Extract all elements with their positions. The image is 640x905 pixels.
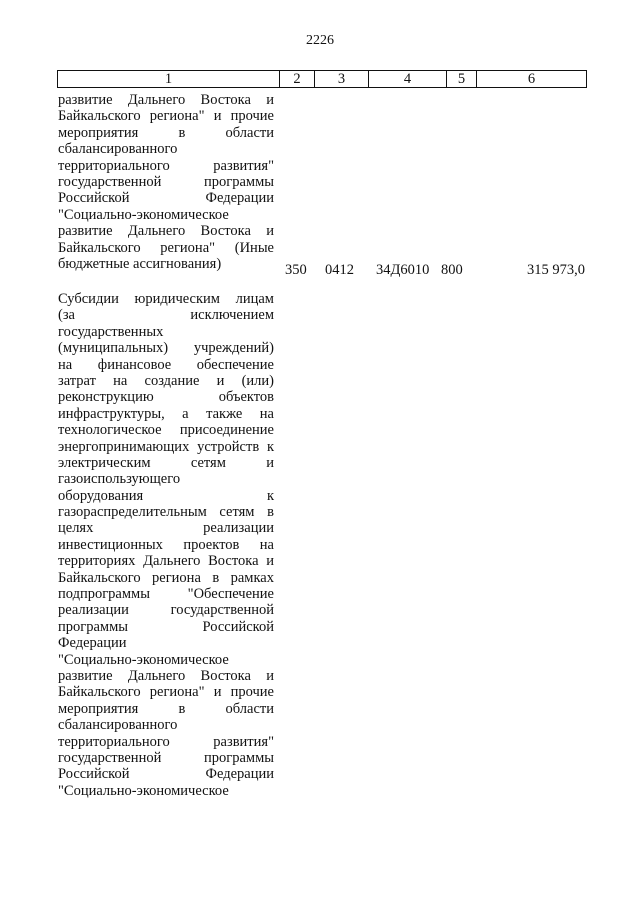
description-line: мероприятия в области	[58, 124, 274, 141]
description-line: инфраструктуры, а также на	[58, 405, 274, 422]
description-line: развитие Дальнего Востока и	[58, 223, 274, 240]
description-line: государственной программы	[58, 173, 274, 190]
header-col-1: 1	[58, 71, 280, 87]
header-col-4: 4	[369, 71, 447, 87]
description-line: территориального развития"	[58, 733, 274, 750]
table-header-row	[57, 70, 587, 88]
description-line: оборудования к	[58, 487, 274, 504]
page-number: 2226	[306, 33, 334, 48]
description-line: затрат на создание и (или)	[58, 372, 274, 389]
description-line: государственных	[58, 323, 164, 340]
description-line: мероприятия в области	[58, 700, 274, 717]
description-line: государственной программы	[58, 749, 274, 766]
header-col-6: 6	[527, 71, 536, 87]
description-line: газораспределительным сетям в	[58, 504, 274, 521]
row-1-description	[58, 92, 274, 272]
description-line: сбалансированного	[58, 141, 178, 158]
row-1-col-5: 800	[441, 262, 463, 278]
description-line: электрическим сетям и	[58, 454, 274, 471]
row-2-description	[58, 291, 274, 799]
description-line: целях реализации	[58, 520, 274, 537]
row-1-col-3: 0412	[325, 262, 354, 278]
description-line: Федерации	[58, 635, 127, 652]
description-line: Российской Федерации	[58, 190, 274, 207]
header-col-2: 2	[280, 71, 315, 87]
description-line: (муниципальных) учреждений)	[58, 340, 274, 357]
row-1-col-4: 34Д6010	[376, 262, 430, 278]
description-line: технологическое присоединение	[58, 422, 274, 439]
description-line: газоиспользующего	[58, 471, 181, 488]
description-line: Байкальского региона" (Иные	[58, 239, 274, 256]
description-line: программы Российской	[58, 618, 274, 635]
description-line: сбалансированного	[58, 717, 178, 734]
description-line: Байкальского региона" и прочие	[58, 684, 274, 701]
row-1-col-2: 350	[285, 262, 307, 278]
description-line: Российской Федерации	[58, 766, 274, 783]
description-line: Байкальского региона в рамках	[58, 569, 274, 586]
description-line: подпрограммы "Обеспечение	[58, 586, 274, 603]
description-line: на финансовое обеспечение	[58, 356, 274, 373]
description-line: реконструкцию объектов	[58, 389, 274, 406]
description-line: инвестиционных проектов на	[58, 536, 274, 553]
description-line: территориального развития"	[58, 157, 274, 174]
description-line: развитие Дальнего Востока и	[58, 667, 274, 684]
description-line: Субсидии юридическим лицам	[58, 291, 274, 307]
description-line: энергопринимающих устройств к	[58, 438, 274, 455]
header-col-5: 5	[447, 71, 477, 87]
description-line: развитие Дальнего Востока и	[58, 92, 274, 108]
row-1-col-6: 315 973,0	[527, 262, 585, 278]
description-line: "Социально-экономическое	[58, 206, 229, 223]
description-line: "Социально-экономическое	[58, 782, 229, 799]
description-line: (за исключением	[58, 307, 274, 324]
description-line: бюджетные ассигнования)	[58, 255, 222, 272]
description-line: "Социально-экономическое	[58, 651, 229, 668]
header-col-3: 3	[315, 71, 369, 87]
description-line: территориях Дальнего Востока и	[58, 553, 274, 570]
description-line: реализации государственной	[58, 602, 274, 619]
description-line: Байкальского региона" и прочие	[58, 108, 274, 125]
